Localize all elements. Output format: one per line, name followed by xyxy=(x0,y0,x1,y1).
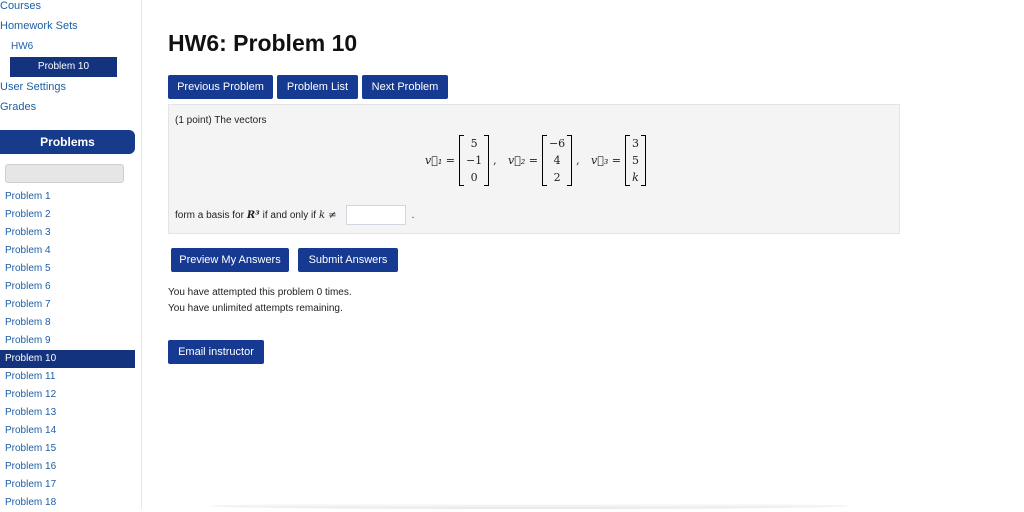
v1-entry: 0 xyxy=(470,171,478,184)
k-neq: k ≠ xyxy=(319,209,337,221)
v1-matrix xyxy=(459,135,489,186)
user-settings-link[interactable]: User Settings xyxy=(0,81,67,93)
email-instructor-button[interactable]: Email instructor xyxy=(168,340,264,364)
list-item[interactable]: Problem 16 xyxy=(5,461,57,472)
problem-box xyxy=(168,104,900,234)
submit-answers-button[interactable]: Submit Answers xyxy=(298,248,398,272)
list-item[interactable]: Problem 9 xyxy=(5,335,51,346)
v3-label: v⃗₃ = xyxy=(591,154,621,167)
list-item[interactable]: Problem 1 xyxy=(5,191,51,202)
list-item[interactable]: Problem 14 xyxy=(5,425,57,436)
list-item[interactable]: Problem 4 xyxy=(5,245,51,256)
problem-list xyxy=(0,188,135,512)
v3-entry: 3 xyxy=(631,137,639,150)
list-item[interactable]: Problem 15 xyxy=(5,443,57,454)
v2-matrix xyxy=(542,135,572,186)
v3-entry: k xyxy=(632,171,639,184)
list-item[interactable]: Problem 11 xyxy=(5,371,56,382)
attempts-info xyxy=(168,285,352,317)
list-item[interactable]: Problem 7 xyxy=(5,299,51,310)
list-item[interactable]: Problem 18 xyxy=(5,497,57,508)
v3-matrix xyxy=(625,135,646,186)
footer-shadow xyxy=(210,503,850,509)
v2-entry: 4 xyxy=(553,154,561,167)
basis-space: R³ xyxy=(246,209,260,221)
vector-v3 xyxy=(591,135,646,186)
vector-v2: v⃗₂ = −6 4 2 , xyxy=(508,137,580,184)
next-problem-button[interactable]: Next Problem xyxy=(362,75,448,99)
grades-link[interactable]: Grades xyxy=(0,101,37,113)
preview-answers-button[interactable]: Preview My Answers xyxy=(171,248,289,272)
list-item[interactable]: Problem 12 xyxy=(5,389,57,400)
v2-entry: 2 xyxy=(553,171,561,184)
homework-sets-link[interactable]: Homework Sets xyxy=(0,20,78,32)
list-item[interactable]: Problem 6 xyxy=(5,281,51,292)
hw6-link[interactable]: HW6 xyxy=(11,41,34,52)
iff-text: if and only if xyxy=(262,209,316,221)
problems-header: Problems xyxy=(0,130,135,154)
list-item[interactable]: Problem 2 xyxy=(5,209,51,220)
list-item[interactable]: Problem 13 xyxy=(5,407,57,418)
page-title: HW6: Problem 10 xyxy=(168,30,358,56)
v1-entry: −1 xyxy=(465,154,483,167)
list-item[interactable]: Problem 8 xyxy=(5,317,51,328)
basis-text: form a basis for xyxy=(175,209,244,221)
problems-filter-field[interactable] xyxy=(5,164,124,183)
previous-problem-button[interactable]: Previous Problem xyxy=(168,75,273,99)
basis-statement: form a basis for R³ if and only if k ≠ . xyxy=(175,205,414,225)
v2-entry: −6 xyxy=(548,137,566,150)
answer-input[interactable] xyxy=(346,205,406,225)
list-item[interactable]: Problem 17 xyxy=(5,479,57,490)
vector-v1: v⃗₁ = 5 −1 0 , xyxy=(425,137,497,184)
v1-entry: 5 xyxy=(470,137,478,150)
problem-intro: (1 point) The vectors xyxy=(175,115,267,126)
sidebar xyxy=(0,0,142,509)
courses-link[interactable]: Courses xyxy=(0,0,41,12)
v1-label: v⃗₁ = xyxy=(425,154,455,167)
current-problem-nav[interactable]: Problem 10 xyxy=(10,57,117,77)
attempts-count: You have attempted this problem 0 times. xyxy=(168,287,352,298)
problem-list-button[interactable]: Problem List xyxy=(277,75,358,99)
list-item[interactable]: Problem 3 xyxy=(5,227,51,238)
v2-label: v⃗₂ = xyxy=(508,154,538,167)
list-item[interactable]: Problem 5 xyxy=(5,263,51,274)
v3-entry: 5 xyxy=(631,154,639,167)
attempts-remaining: You have unlimited attempts remaining. xyxy=(168,303,343,314)
list-item-active[interactable]: Problem 10 xyxy=(0,350,135,368)
